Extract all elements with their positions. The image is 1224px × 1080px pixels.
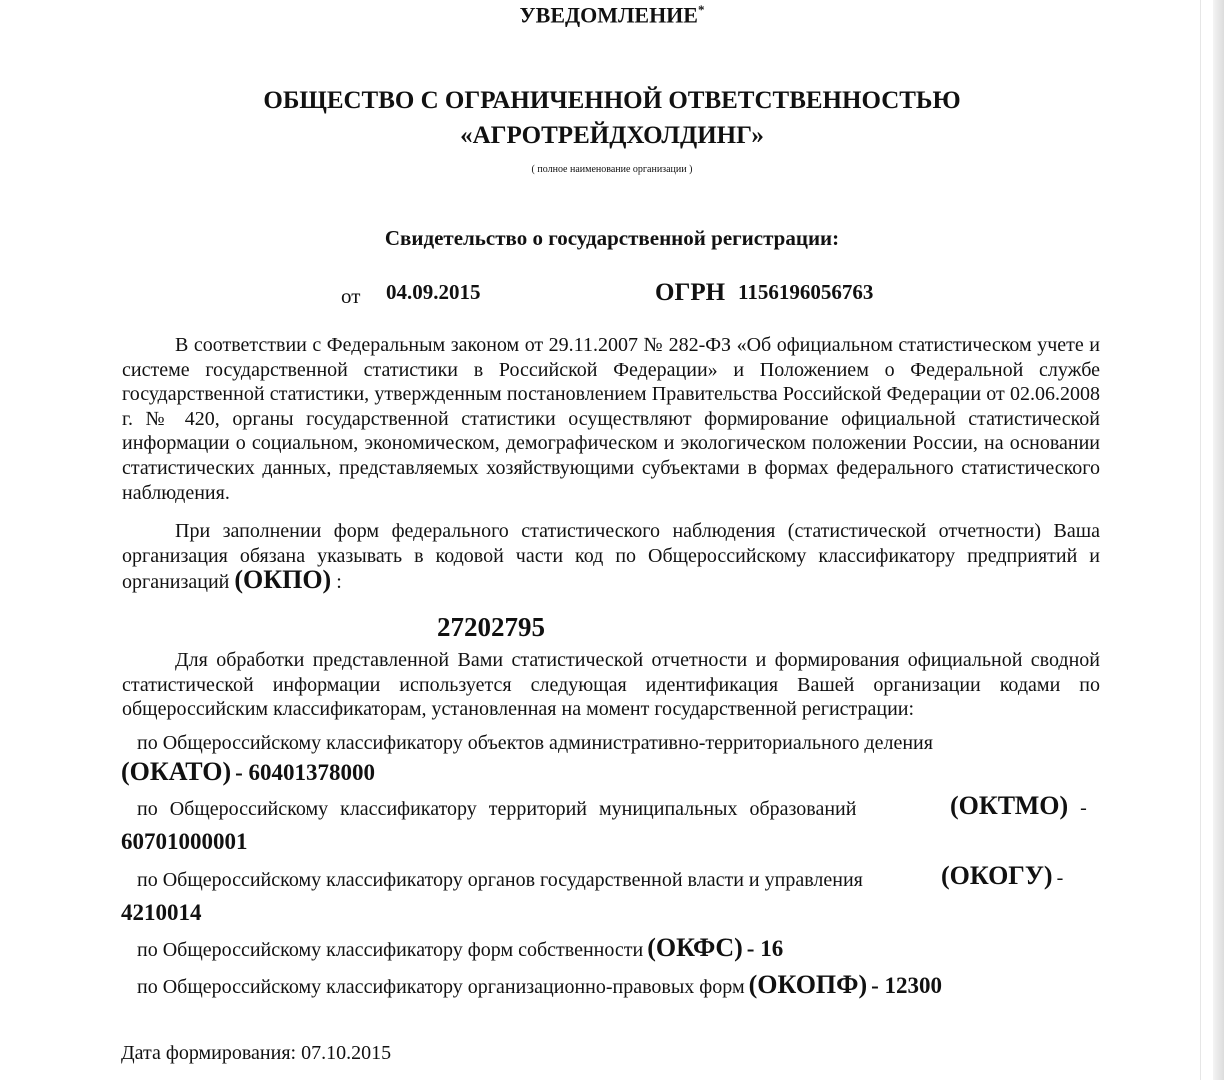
paragraph-identification-text: Для обработки представленной Вами статистической отчетности и формирования официальной сводной статистической информации используется следующая идентификация Вашей организации кодами по общероссийским классификаторам, установленная на момент государственной регистрации:	[122, 649, 1100, 721]
paragraph-okpo-text: При заполнении форм федерального статистического наблюдения (статистической отчетности) Ваша организация обязана указывать в кодовой части код по Общероссийскому классификатору предприятий и организаций	[122, 520, 1100, 594]
okogu-value: 4210014	[121, 900, 202, 925]
okfs-value: - 16	[746, 936, 784, 961]
okogu-row	[941, 861, 1063, 891]
formation-date-label: Дата формирования:	[121, 1042, 297, 1064]
okfs-row	[137, 933, 783, 963]
document-title	[0, 2, 1224, 28]
oktmo-row	[950, 791, 1087, 821]
okopf-value: - 12300	[871, 973, 943, 998]
registration-date: 04.09.2015	[386, 280, 481, 304]
oktmo-dash: -	[1080, 797, 1087, 819]
okopf-label: (ОКОПФ)	[748, 970, 868, 999]
okogu-description: по Общероссийскому классификатору органов государственной власти и управления	[137, 869, 863, 891]
oktmo-label: (ОКТМО)	[950, 791, 1069, 820]
okato-description: по Общероссийскому классификатору объектов административно-территориального деления	[137, 732, 933, 754]
okpo-label: (ОКПО)	[234, 565, 332, 595]
formation-date	[121, 1042, 391, 1065]
okfs-label: (ОКФС)	[647, 933, 743, 962]
okfs-description: по Общероссийскому классификатору форм собственности	[137, 939, 644, 961]
registration-heading: Свидетельство о государственной регистрации:	[384, 226, 840, 250]
okopf-description: по Общероссийскому классификатору организационно-правовых форм	[137, 976, 745, 998]
okpo-colon: :	[336, 571, 342, 594]
org-name-line2: «АГРОТРЕЙДХОЛДИНГ»	[460, 122, 764, 149]
formation-date-value: 07.10.2015	[301, 1042, 392, 1064]
oktmo-description: по Общероссийскому классификатору территорий муниципальных образований	[137, 798, 857, 820]
okato-row	[121, 757, 375, 787]
title-footnote-mark: *	[697, 2, 705, 17]
okato-value: - 60401378000	[235, 760, 376, 785]
okato-label: (ОКАТО)	[121, 757, 232, 786]
paragraph-identification	[122, 648, 1100, 722]
okpo-value: 27202795	[437, 612, 545, 642]
paragraph-okpo	[122, 519, 1100, 595]
scan-shadow-line	[1200, 0, 1201, 1080]
ogrn-label: ОГРН	[655, 279, 726, 306]
ogrn-value: 1156196056763	[738, 280, 874, 304]
okogu-dash: -	[1056, 867, 1064, 889]
org-name-line1: ОБЩЕСТВО С ОГРАНИЧЕННОЙ ОТВЕТСТВЕННОСТЬЮ	[263, 87, 961, 114]
paragraph-law-text: В соответствии с Федеральным законом от 29.11.2007 № 282-ФЗ «Об официальном статистическом учете и системе государственной статистики в Российской Федерации» и Положением о Федеральной службе государственной статистики, утвержденным постановлением Правительства Российской Федерации от 02.06.2008 г. № 420, органы государственной статистики осуществляют формирование официальной статистической информации о социальном, экономическом, демографическом и экологическом положении России, на основании статистических данных, представляемых хозяйствующими субъектами в формах федерального статистического наблюдения.	[122, 334, 1100, 504]
org-name-caption: ( полное наименование организации )	[531, 164, 693, 175]
okopf-row	[137, 970, 942, 1000]
scan-edge	[1213, 0, 1224, 1080]
title-text: УВЕДОМЛЕНИЕ	[519, 2, 698, 28]
oktmo-value: 60701000001	[121, 829, 248, 854]
registration-date-prefix: от	[341, 284, 361, 308]
paragraph-law	[122, 333, 1100, 505]
okogu-label: (ОКОГУ)	[941, 861, 1053, 890]
